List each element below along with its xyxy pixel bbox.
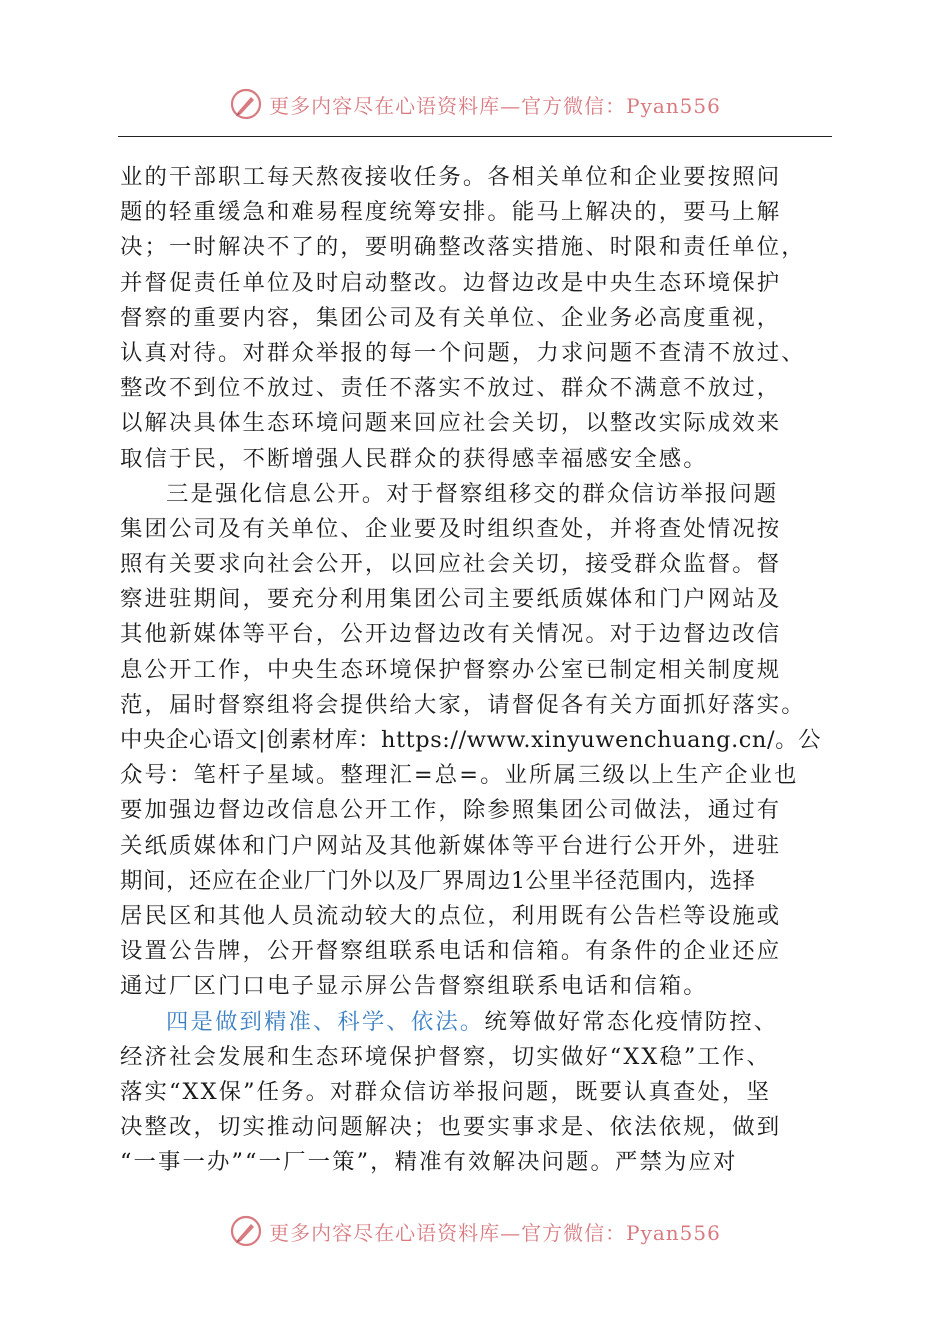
section-heading-4: 四是做到精准、科学、依法。 <box>166 1008 485 1035</box>
body-line: 决；一时解决不了的，要明确整改落实措施、时限和责任单位， <box>120 234 806 261</box>
body-line-url: 中央企心语文|创素材库：https://www.xinyuwenchuang.cn/。公 <box>120 727 822 753</box>
body-line: 题的轻重缓急和难易程度统筹安排。能马上解决的，要马上解 <box>120 199 782 226</box>
body-line: 范，届时督察组将会提供给大家，请督促各有关方面抓好落实。 <box>120 691 806 718</box>
body-line: 督察的重要内容，集团公司及有关单位、企业务必高度重视， <box>120 304 782 331</box>
body-line: 要加强边督边改信息公开工作，除参照集团公司做法，通过有 <box>120 797 782 824</box>
body-line: 决整改，切实推动问题解决；也要实事求是、依法依规，做到 <box>120 1114 782 1141</box>
body-line: 集团公司及有关单位、企业要及时组织查处，并将查处情况按 <box>120 515 782 542</box>
body-line: “一事一办”“一厂一策”，精准有效解决问题。严禁为应对 <box>120 1149 738 1176</box>
footer-banner-text: 更多内容尽在心语资料库—官方微信：Pyan556 <box>269 1220 721 1245</box>
body-line: 设置公告牌，公开督察组联系电话和信箱。有条件的企业还应 <box>120 938 782 965</box>
body-line: 众号：笔杆子星域。整理汇=总=。业所属三级以上生产企业也 <box>120 762 799 789</box>
document-body <box>120 160 834 1180</box>
body-line: 息公开工作，中央生态环境保护督察办公室已制定相关制度规 <box>120 656 782 683</box>
pen-logo-icon <box>229 87 263 121</box>
body-line: 取信于民，不断增强人民群众的获得感幸福感安全感。 <box>120 445 708 472</box>
footer-banner <box>0 1211 950 1251</box>
header-divider <box>118 136 832 137</box>
header-banner-text: 更多内容尽在心语资料库—官方微信：Pyan556 <box>269 93 721 118</box>
body-line: 认真对待。对群众举报的每一个问题，力求问题不查清不放过、 <box>120 339 806 366</box>
body-line: 其他新媒体等平台，公开边督边改有关情况。对于边督边改信 <box>120 621 782 648</box>
body-line: 整改不到位不放过、责任不落实不放过、群众不满意不放过， <box>120 375 782 402</box>
body-line: 居民区和其他人员流动较大的点位，利用既有公告栏等设施或 <box>120 902 782 929</box>
body-line: 并督促责任单位及时启动整改。边督边改是中央生态环境保护 <box>120 269 782 296</box>
paragraph-start-line: 三是强化信息公开。对于督察组移交的群众信访举报问题 <box>166 480 779 507</box>
body-line: 察进驻期间，要充分利用集团公司主要纸质媒体和门户网站及 <box>120 586 782 613</box>
body-line: 以解决具体生态环境问题来回应社会关切，以整改实际成效来 <box>120 410 782 437</box>
body-line: 期间，还应在企业厂门外以及厂界周边1公里半径范围内，选择 <box>120 867 756 894</box>
body-line: 关纸质媒体和门户网站及其他新媒体等平台进行公开外，进驻 <box>120 832 782 859</box>
body-line: 落实“XX保”任务。对群众信访举报问题，既要认真查处，坚 <box>120 1078 771 1105</box>
body-line: 业的干部职工每天熬夜接收任务。各相关单位和企业要按照问 <box>120 164 782 190</box>
section-heading-4-rest: 统筹做好常态化疫情防控、 <box>484 1008 779 1035</box>
header-banner <box>0 84 950 124</box>
paragraph-start-line <box>120 1005 834 1040</box>
body-line: 照有关要求向社会公开，以回应社会关切，接受群众监督。督 <box>120 551 782 578</box>
body-line: 通过厂区门口电子显示屏公告督察组联系电话和信箱。 <box>120 973 708 1000</box>
body-line: 经济社会发展和生态环境保护督察，切实做好“XX稳”工作、 <box>120 1043 771 1070</box>
pen-logo-icon <box>229 1214 263 1248</box>
